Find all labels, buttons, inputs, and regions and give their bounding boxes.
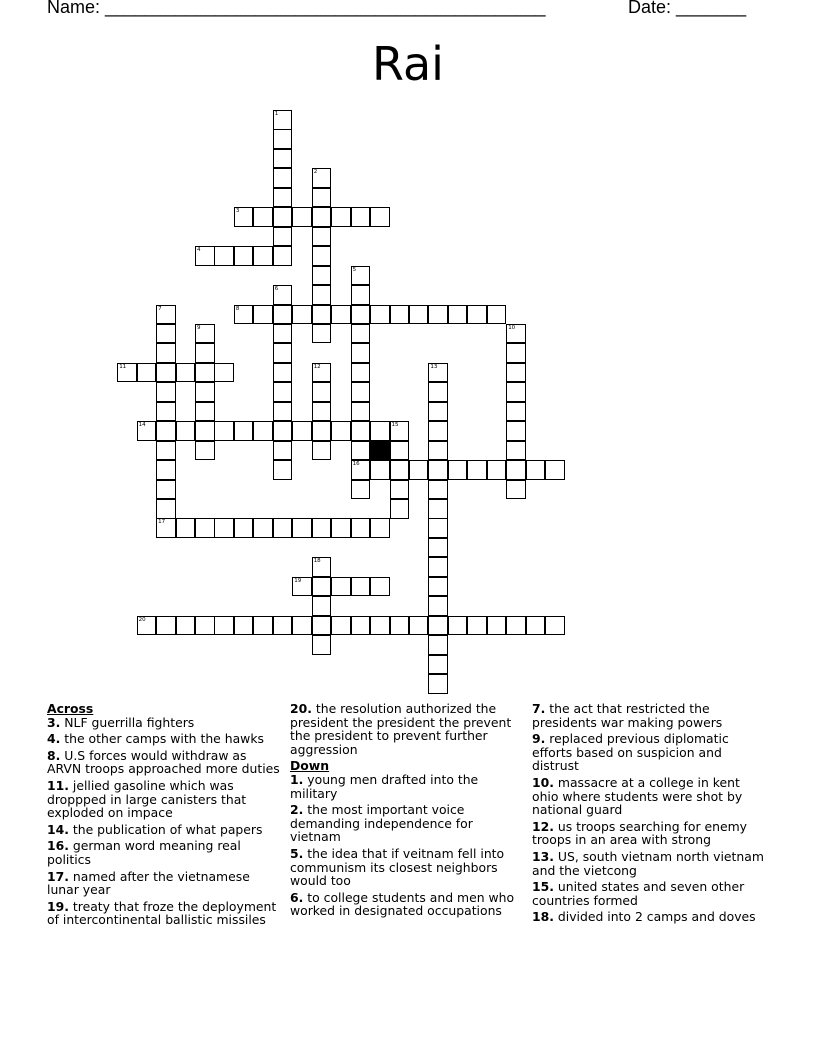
grid-cell[interactable] — [292, 616, 312, 636]
down-clue-list-continued — [532, 702, 768, 924]
down-clue — [290, 773, 526, 800]
grid-cell[interactable] — [273, 207, 293, 227]
down-clue — [290, 847, 526, 888]
grid-cell[interactable] — [312, 557, 332, 577]
grid-cell[interactable] — [156, 480, 176, 500]
grid-cell[interactable] — [312, 168, 332, 188]
grid-cell[interactable] — [331, 207, 351, 227]
grid-cell[interactable] — [273, 168, 293, 188]
grid-cell[interactable] — [428, 305, 448, 325]
grid-cell[interactable] — [312, 616, 332, 636]
clue-text: jellied gasoline which was droppped in large canisters that exploded on impace — [47, 777, 247, 821]
across-clue — [47, 823, 283, 837]
grid-cell[interactable] — [370, 421, 390, 441]
grid-cell[interactable] — [370, 460, 390, 480]
grid-cell[interactable] — [214, 363, 234, 383]
grid-cell[interactable] — [253, 421, 273, 441]
grid-cell[interactable] — [156, 518, 176, 538]
grid-cell[interactable] — [428, 402, 448, 422]
grid-cell[interactable] — [273, 246, 293, 266]
grid-cell[interactable] — [428, 635, 448, 655]
grid-cell[interactable] — [409, 616, 429, 636]
grid-cell[interactable] — [428, 382, 448, 402]
grid-cell[interactable] — [351, 285, 371, 305]
clue-number: 7 — [158, 305, 162, 312]
grid-cell[interactable] — [195, 324, 215, 344]
down-clue-list — [290, 773, 526, 918]
down-clue — [532, 776, 768, 817]
down-clue — [532, 820, 768, 847]
grid-cell[interactable] — [331, 577, 351, 597]
grid-cell[interactable] — [156, 421, 176, 441]
grid-cell[interactable] — [234, 207, 254, 227]
grid-cell[interactable] — [195, 402, 215, 422]
clue-number: 18 — [313, 558, 321, 565]
grid-cell[interactable] — [409, 460, 429, 480]
grid-cell[interactable] — [351, 480, 371, 500]
clue-number: 5 — [352, 266, 357, 273]
clue-text: U.S forces would withdraw as ARVN troops approached more duties — [47, 747, 280, 777]
clue-number: 9 — [197, 324, 201, 331]
across-clue — [47, 716, 283, 730]
clue-text: us troops searching for enemy troops in an area with strong — [532, 818, 747, 848]
grid-cell[interactable] — [214, 421, 234, 441]
grid-cell[interactable] — [292, 421, 312, 441]
grid-cell[interactable] — [351, 460, 371, 480]
grid-cell[interactable] — [292, 577, 312, 597]
grid-cell[interactable] — [273, 421, 293, 441]
grid-cell[interactable] — [545, 460, 565, 480]
grid-cell[interactable] — [234, 518, 254, 538]
grid-cell[interactable] — [312, 324, 332, 344]
grid-block — [370, 441, 390, 461]
clue-text: to college students and men who worked in designated occupations — [290, 889, 515, 919]
across-clue — [47, 870, 283, 897]
clue-number: 16 — [352, 461, 360, 468]
clue-text: the publication of what papers — [68, 821, 263, 837]
grid-cell[interactable] — [253, 305, 273, 325]
grid-cell[interactable] — [137, 363, 157, 383]
across-clue — [47, 900, 283, 927]
grid-cell[interactable] — [370, 577, 390, 597]
clue-number: 1 — [274, 111, 279, 117]
grid-cell[interactable] — [234, 246, 254, 266]
grid-cell[interactable] — [448, 616, 468, 636]
down-clue — [532, 850, 768, 877]
grid-cell[interactable] — [156, 305, 176, 325]
clue-text: young men drafted into the military — [290, 771, 479, 801]
grid-cell[interactable] — [156, 343, 176, 363]
grid-cell[interactable] — [428, 480, 448, 500]
clue-number-label: 4. — [47, 731, 61, 747]
down-clue — [532, 732, 768, 773]
grid-cell[interactable] — [506, 363, 526, 383]
grid-cell[interactable] — [428, 460, 448, 480]
grid-cell[interactable] — [312, 441, 332, 461]
grid-cell[interactable] — [214, 246, 234, 266]
grid-cell[interactable] — [428, 441, 448, 461]
down-clue — [290, 803, 526, 844]
clue-text: the idea that if veitnam fell into communism its closest neighbors would too — [290, 845, 505, 889]
clue-number: 8 — [235, 305, 240, 312]
grid-cell[interactable] — [292, 305, 312, 325]
grid-cell[interactable] — [370, 207, 390, 227]
down-clue — [532, 910, 768, 924]
clues-column-1 — [47, 702, 283, 930]
grid-cell[interactable] — [312, 246, 332, 266]
clue-number-label: 20. — [290, 701, 312, 716]
grid-cell[interactable] — [390, 421, 410, 441]
page-title: Rai — [372, 37, 444, 91]
clue-number-label: 15. — [532, 879, 554, 895]
grid-cell[interactable] — [351, 616, 371, 636]
grid-cell[interactable] — [195, 382, 215, 402]
clue-number: 15 — [391, 422, 399, 429]
grid-cell[interactable] — [506, 382, 526, 402]
grid-cell[interactable] — [253, 246, 273, 266]
grid-cell[interactable] — [428, 557, 448, 577]
grid-cell[interactable] — [351, 343, 371, 363]
grid-cell[interactable] — [273, 129, 293, 149]
grid-cell[interactable] — [448, 305, 468, 325]
grid-cell[interactable] — [176, 363, 196, 383]
grid-cell[interactable] — [409, 305, 429, 325]
across-clue — [47, 839, 283, 866]
grid-cell[interactable] — [273, 110, 293, 130]
across-clue — [290, 702, 526, 756]
grid-cell[interactable] — [428, 518, 448, 538]
grid-cell[interactable] — [506, 616, 526, 636]
grid-cell[interactable] — [370, 305, 390, 325]
grid-cell[interactable] — [312, 207, 332, 227]
clue-number-label: 3. — [47, 714, 61, 730]
grid-cell[interactable] — [273, 402, 293, 422]
clue-number-label: 19. — [47, 898, 69, 914]
clue-number: 14 — [138, 422, 146, 429]
clue-number: 11 — [119, 363, 127, 370]
grid-cell[interactable] — [273, 324, 293, 344]
grid-cell[interactable] — [234, 421, 254, 441]
clue-text: the other camps with the hawks — [60, 731, 264, 747]
grid-cell[interactable] — [526, 460, 546, 480]
clue-text: replaced previous diplomatic efforts based on suspicion and distrust — [532, 731, 729, 774]
grid-cell[interactable] — [428, 616, 448, 636]
grid-cell[interactable] — [273, 343, 293, 363]
date-field[interactable]: Date: _______ — [628, 0, 747, 17]
grid-cell[interactable] — [195, 343, 215, 363]
clue-number-label: 17. — [47, 868, 69, 884]
clue-number-label: 2. — [290, 802, 304, 818]
grid-cell[interactable] — [312, 635, 332, 655]
clues-column-2 — [290, 702, 526, 921]
grid-cell[interactable] — [390, 441, 410, 461]
across-heading: Across — [47, 701, 94, 716]
grid-cell[interactable] — [428, 577, 448, 597]
grid-cell[interactable] — [156, 402, 176, 422]
grid-cell[interactable] — [370, 616, 390, 636]
grid-cell[interactable] — [312, 188, 332, 208]
clue-number: 2 — [313, 169, 318, 176]
across-clue — [47, 749, 283, 776]
grid-cell[interactable] — [506, 402, 526, 422]
grid-cell[interactable] — [253, 518, 273, 538]
clue-number-label: 18. — [532, 909, 554, 925]
grid-cell[interactable] — [351, 382, 371, 402]
across-clue-list — [47, 716, 283, 927]
grid-cell[interactable] — [137, 421, 157, 441]
grid-cell[interactable] — [312, 305, 332, 325]
grid-cell[interactable] — [156, 324, 176, 344]
grid-cell[interactable] — [312, 421, 332, 441]
grid-cell[interactable] — [273, 616, 293, 636]
grid-cell[interactable] — [506, 480, 526, 500]
clue-number-label: 13. — [532, 848, 554, 864]
down-clue — [532, 702, 768, 729]
clue-text: treaty that froze the deployment of intercontinental ballistic missiles — [47, 898, 277, 928]
grid-cell[interactable] — [195, 421, 215, 441]
clue-text: united states and seven other countries formed — [532, 879, 745, 908]
clue-number-label: 6. — [290, 889, 304, 905]
grid-cell[interactable] — [117, 363, 137, 383]
grid-cell[interactable] — [156, 499, 176, 519]
clue-number-label: 14. — [47, 821, 69, 837]
grid-cell[interactable] — [156, 616, 176, 636]
name-field[interactable]: Name: ____________________________________________ — [47, 0, 546, 17]
clue-text: NLF guerrilla fighters — [60, 714, 195, 730]
grid-cell[interactable] — [195, 441, 215, 461]
grid-cell[interactable] — [428, 674, 448, 694]
grid-cell[interactable] — [273, 305, 293, 325]
grid-cell[interactable] — [351, 266, 371, 286]
clue-text: german word meaning real politics — [47, 838, 241, 867]
grid-cell[interactable] — [467, 305, 487, 325]
clue-number-label: 10. — [532, 774, 554, 790]
grid-cell[interactable] — [390, 616, 410, 636]
grid-cell[interactable] — [526, 616, 546, 636]
down-clue — [532, 880, 768, 907]
grid-cell[interactable] — [156, 460, 176, 480]
clue-number: 4 — [197, 247, 201, 254]
grid-cell[interactable] — [428, 655, 448, 675]
clue-number-label: 8. — [47, 747, 61, 763]
grid-cell[interactable] — [428, 596, 448, 616]
grid-cell[interactable] — [156, 363, 176, 383]
clue-number-label: 9. — [532, 731, 546, 747]
grid-cell[interactable] — [351, 324, 371, 344]
grid-cell[interactable] — [506, 441, 526, 461]
clue-text: the most important voice demanding independence for vietnam — [290, 802, 473, 845]
across-clue-list-continued — [290, 702, 526, 756]
grid-cell[interactable] — [273, 518, 293, 538]
grid-cell[interactable] — [312, 382, 332, 402]
grid-cell[interactable] — [312, 266, 332, 286]
grid-cell[interactable] — [487, 460, 507, 480]
grid-cell[interactable] — [195, 246, 215, 266]
grid-cell[interactable] — [273, 382, 293, 402]
grid-cell[interactable] — [273, 460, 293, 480]
grid-cell[interactable] — [273, 441, 293, 461]
grid-cell[interactable] — [292, 207, 312, 227]
clue-text: the resolution authorized the president the president the prevent the president to prevent further aggression — [290, 701, 512, 757]
grid-cell[interactable] — [351, 421, 371, 441]
grid-cell[interactable] — [351, 402, 371, 422]
grid-cell[interactable] — [312, 285, 332, 305]
grid-cell[interactable] — [390, 499, 410, 519]
grid-cell[interactable] — [214, 518, 234, 538]
grid-cell[interactable] — [234, 305, 254, 325]
grid-cell[interactable] — [273, 285, 293, 305]
grid-cell[interactable] — [351, 363, 371, 383]
grid-cell[interactable] — [312, 363, 332, 383]
grid-cell[interactable] — [351, 441, 371, 461]
grid-cell[interactable] — [137, 616, 157, 636]
grid-cell[interactable] — [312, 518, 332, 538]
grid-cell[interactable] — [428, 363, 448, 383]
grid-cell[interactable] — [370, 518, 390, 538]
grid-cell[interactable] — [195, 363, 215, 383]
grid-cell[interactable] — [273, 363, 293, 383]
grid-cell[interactable] — [273, 188, 293, 208]
grid-cell[interactable] — [331, 421, 351, 441]
grid-cell[interactable] — [176, 518, 196, 538]
grid-cell[interactable] — [545, 616, 565, 636]
clue-number: 13 — [430, 363, 438, 370]
across-clue — [47, 732, 283, 746]
clue-text: the act that restricted the presidents war making powers — [532, 701, 723, 730]
grid-cell[interactable] — [312, 402, 332, 422]
grid-cell[interactable] — [214, 616, 234, 636]
grid-cell[interactable] — [331, 305, 351, 325]
grid-cell[interactable] — [448, 460, 468, 480]
clue-number: 17 — [158, 519, 166, 526]
grid-cell[interactable] — [487, 305, 507, 325]
down-heading: Down — [290, 758, 330, 774]
clue-number: 10 — [508, 324, 516, 331]
grid-cell[interactable] — [292, 518, 312, 538]
clue-text: named after the vietnamese lunar year — [47, 868, 250, 898]
grid-cell[interactable] — [506, 421, 526, 441]
grid-cell[interactable] — [390, 305, 410, 325]
grid-cell[interactable] — [273, 227, 293, 247]
clue-number: 3 — [235, 208, 240, 215]
clue-number: 6 — [274, 286, 279, 293]
clue-text: US, south vietnam north vietnam and the vietcong — [532, 848, 764, 878]
grid-cell[interactable] — [253, 207, 273, 227]
clue-number: 19 — [294, 577, 302, 584]
grid-cell[interactable] — [487, 616, 507, 636]
grid-cell[interactable] — [253, 616, 273, 636]
clues-column-3 — [532, 702, 768, 927]
grid-cell[interactable] — [176, 616, 196, 636]
grid-cell[interactable] — [234, 616, 254, 636]
grid-cell[interactable] — [195, 616, 215, 636]
grid-cell[interactable] — [156, 441, 176, 461]
clue-number-label: 7. — [532, 701, 546, 716]
grid-cell[interactable] — [351, 518, 371, 538]
clue-number: 20 — [138, 616, 146, 623]
clue-text: massacre at a college in kent ohio where students were shot by national guard — [532, 774, 743, 818]
grid-cell[interactable] — [176, 421, 196, 441]
clue-number-label: 1. — [290, 771, 304, 787]
grid-cell[interactable] — [331, 616, 351, 636]
grid-cell[interactable] — [273, 149, 293, 169]
grid-cell[interactable] — [428, 499, 448, 519]
grid-cell[interactable] — [312, 577, 332, 597]
grid-cell[interactable] — [467, 616, 487, 636]
grid-cell[interactable] — [351, 207, 371, 227]
clue-number-label: 11. — [47, 777, 69, 793]
grid-cell[interactable] — [351, 577, 371, 597]
clue-number-label: 16. — [47, 838, 69, 854]
down-clue — [290, 891, 526, 918]
grid-cell[interactable] — [428, 538, 448, 558]
grid-cell[interactable] — [390, 460, 410, 480]
grid-cell[interactable] — [467, 460, 487, 480]
grid-cell[interactable] — [351, 305, 371, 325]
grid-cell[interactable] — [506, 460, 526, 480]
clue-number-label: 5. — [290, 845, 304, 861]
grid-cell[interactable] — [506, 324, 526, 344]
grid-cell[interactable] — [506, 343, 526, 363]
grid-cell[interactable] — [156, 382, 176, 402]
clue-text: divided into 2 camps and doves — [553, 909, 756, 925]
grid-cell[interactable] — [195, 518, 215, 538]
grid-cell[interactable] — [312, 596, 332, 616]
grid-cell[interactable] — [428, 421, 448, 441]
across-clue — [47, 779, 283, 820]
clue-number-label: 12. — [532, 818, 554, 834]
clue-number: 12 — [313, 363, 321, 370]
grid-cell[interactable] — [331, 518, 351, 538]
grid-cell[interactable] — [312, 227, 332, 247]
grid-cell[interactable] — [390, 480, 410, 500]
